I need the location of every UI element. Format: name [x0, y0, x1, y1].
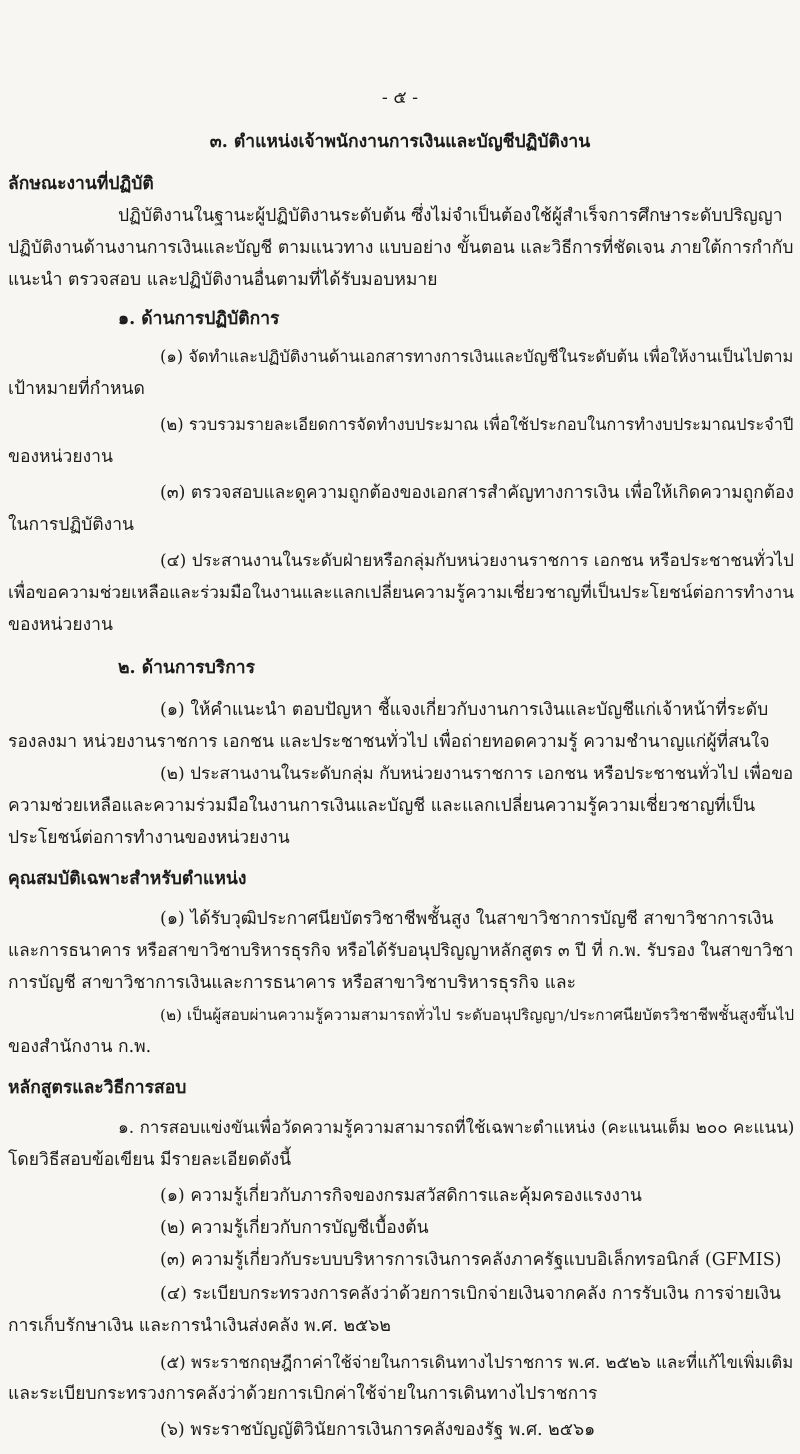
exam-line: (๖) พระราชบัญญัติวินัยการเงินการคลังของรัฐ พ.ศ. ๒๕๖๑ [160, 1420, 596, 1440]
services-line: ความช่วยเหลือและความร่วมมือในงานการเงินและบัญชี และแลกเปลี่ยนความรู้ความเชี่ยวชาญที่เป็น [8, 796, 756, 816]
operations-line: เป้าหมายที่กำหนด [8, 379, 145, 399]
job-nature-line: แนะนำ ตรวจสอบ และปฏิบัติงานอื่นตามที่ได้รับมอบหมาย [8, 270, 438, 290]
exam-line: ๑. การสอบแข่งขันเพื่อวัดความรู้ความสามารถที่ใช้เฉพาะตำแหน่ง (คะแนนเต็ม ๒๐๐ คะแนน) [118, 1118, 795, 1138]
qualifications-line: การบัญชี สาขาวิชาการเงินและการธนาคาร หรือสาขาวิชาบริหารธุรกิจ และ [8, 973, 577, 993]
exam-line: และระเบียบกระทรวงการคลังว่าด้วยการเบิกค่าใช้จ่ายในการเดินทางไปราชการ [8, 1384, 598, 1404]
services-line: (๒) ประสานงานในระดับกลุ่ม กับหน่วยงานราชการ เอกชน หรือประชาชนทั่วไป เพื่อขอ [160, 764, 794, 784]
exam-line: (๒) ความรู้เกี่ยวกับการบัญชีเบื้องต้น [160, 1218, 429, 1238]
operations-line: (๒) รวบรวมรายละเอียดการจัดทำงบประมาณ เพื่อใช้ประกอบในการทำงบประมาณประจำปี [160, 415, 794, 434]
job-nature-line: ปฏิบัติงานในฐานะผู้ปฏิบัติงานระดับต้น ซึ่งไม่จำเป็นต้องใช้ผู้สำเร็จการศึกษาระดับปริญญา [118, 206, 783, 226]
operations-line: (๓) ตรวจสอบและดูความถูกต้องของเอกสารสำคัญทางการเงิน เพื่อให้เกิดความถูกต้อง [160, 483, 794, 503]
exam-line: (๑) ความรู้เกี่ยวกับภารกิจของกรมสวัสดิการและคุ้มครองแรงงาน [160, 1186, 642, 1206]
qualifications-line: (๑) ได้รับวุฒิประกาศนียบัตรวิชาชีพชั้นสูง ในสาขาวิชาการบัญชี สาขาวิชาการเงิน [160, 909, 774, 929]
exam-line: (๕) พระราชกฤษฎีกาค่าใช้จ่ายในการเดินทางไปราชการ พ.ศ. ๒๕๒๖ และที่แก้ไขเพิ่มเติม [160, 1352, 794, 1372]
operations-line: (๔) ประสานงานในระดับฝ่ายหรือกลุ่มกับหน่วยงานราชการ เอกชน หรือประชาชนทั่วไป [160, 551, 794, 571]
operations-line: (๑) จัดทำและปฏิบัติงานด้านเอกสารทางการเงินและบัญชีในระดับต้น เพื่อให้งานเป็นไปตาม [160, 347, 794, 366]
qualifications-line: และการธนาคาร หรือสาขาวิชาบริหารธุรกิจ หรือได้รับอนุปริญญาหลักสูตร ๓ ปี ที่ ก.พ. รับรอง ในสาขาวิชา [8, 941, 794, 961]
services-line: (๑) ให้คำแนะนำ ตอบปัญหา ชี้แจงเกี่ยวกับงานการเงินและบัญชีแก่เจ้าหน้าที่ระดับ [160, 700, 769, 720]
operations-line: ของหน่วยงาน [8, 615, 113, 635]
exam-line: (๔) ระเบียบกระทรวงการคลังว่าด้วยการเบิกจ่ายเงินจากคลัง การรับเงิน การจ่ายเงิน [160, 1284, 781, 1304]
operations-heading: ๑. ด้านการปฏิบัติการ [118, 309, 280, 329]
exam-line: การเก็บรักษาเงิน และการนำเงินส่งคลัง พ.ศ. ๒๕๖๒ [8, 1316, 391, 1336]
services-heading: ๒. ด้านการบริการ [118, 658, 256, 678]
services-line: ประโยชน์ต่อการทำงานของหน่วยงาน [8, 828, 290, 848]
operations-line: ของหน่วยงาน [8, 447, 113, 467]
qualifications-line: ของสำนักงาน ก.พ. [8, 1037, 152, 1057]
exam-line: (๓) ความรู้เกี่ยวกับระบบบริหารการเงินการคลังภาครัฐแบบอิเล็กทรอนิกส์ (GFMIS) [160, 1250, 782, 1270]
position-title: ๓. ตำแหน่งเจ้าพนักงานการเงินและบัญชีปฏิบัติงาน [209, 132, 591, 152]
exam-line: โดยวิธีสอบข้อเขียน มีรายละเอียดดังนี้ [8, 1150, 292, 1170]
operations-line: เพื่อขอความช่วยเหลือและร่วมมือในงานและแลกเปลี่ยนความรู้ความเชี่ยวชาญที่เป็นประโยชน์ต่อการทำงาน [8, 583, 795, 603]
operations-line: ในการปฏิบัติงาน [8, 515, 134, 535]
services-line: รองลงมา หน่วยงานราชการ เอกชน และประชาชนทั่วไป เพื่อถ่ายทอดความรู้ ความชำนาญแก่ผู้ที่สนใจ [8, 732, 770, 752]
qualifications-line: (๒) เป็นผู้สอบผ่านความรู้ความสามารถทั่วไป ระดับอนุปริญญา/ประกาศนียบัตรวิชาชีพชั้นสูงขึ้นไป [160, 1006, 795, 1024]
job-nature-heading: ลักษณะงานที่ปฏิบัติ [8, 174, 154, 194]
job-nature-line: ปฏิบัติงานด้านงานการเงินและบัญชี ตามแนวทาง แบบอย่าง ขั้นตอน และวิธีการที่ชัดเจน ภายใต้การกำกับ [8, 238, 794, 258]
qualifications-heading: คุณสมบัติเฉพาะสำหรับตำแหน่ง [8, 869, 247, 889]
page-number: - ๕ - [381, 88, 419, 108]
exam-heading: หลักสูตรและวิธีการสอบ [8, 1078, 187, 1098]
